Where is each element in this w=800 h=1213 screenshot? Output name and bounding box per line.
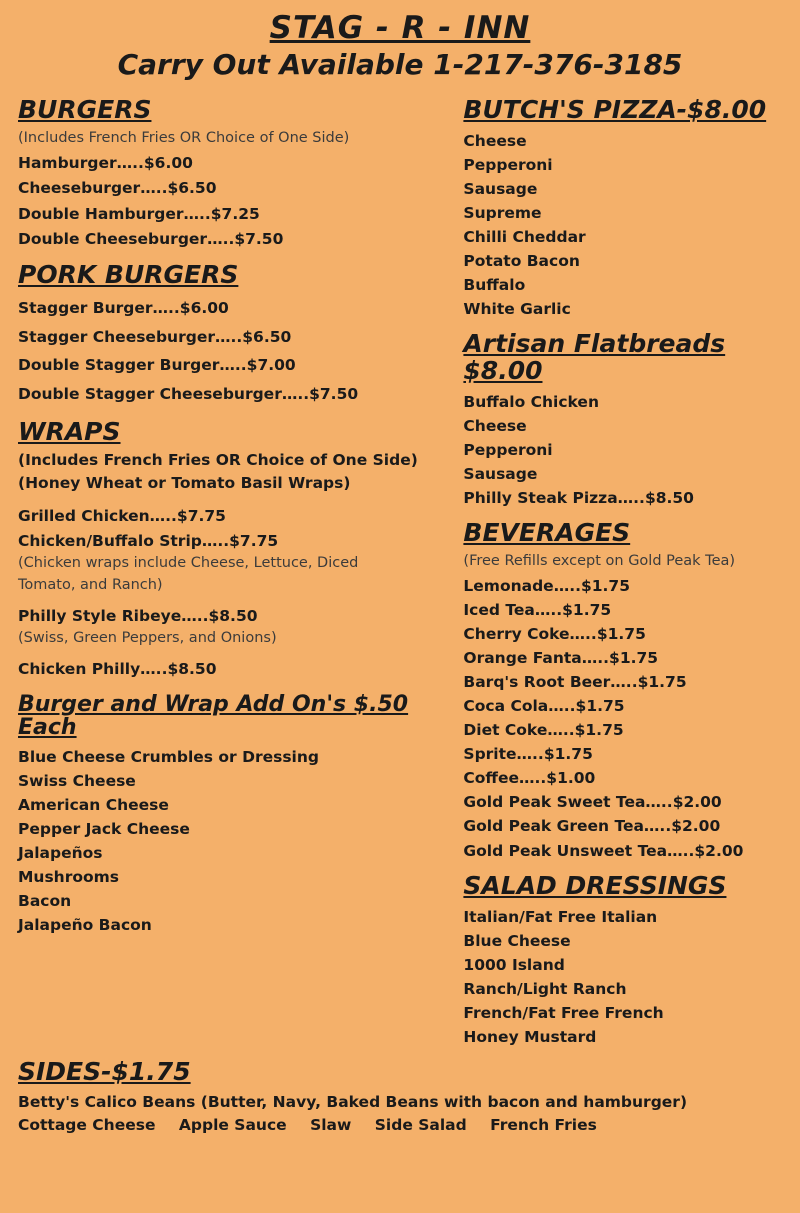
menu-item: Side Salad [374,1116,467,1135]
menu-item: Grilled Chicken…..$7.75 [18,506,226,525]
menu-item: Double Stagger Cheeseburger…..$7.50 [18,385,359,404]
beverages-note: (Free Refills except on Gold Peak Tea) [463,553,736,570]
restaurant-title: STAG - R - INN [269,10,531,46]
menu-item: Blue Cheese [463,931,571,950]
section-heading-sides: SIDES-$1.75 [18,1056,191,1086]
menu-item: Double Hamburger…..$7.25 [18,204,260,223]
menu-item: Gold Peak Sweet Tea…..$2.00 [463,793,722,812]
menu-item: White Garlic [463,300,571,319]
menu-item: Blue Cheese Crumbles or Dressing [18,747,319,766]
menu-item: Coffee…..$1.00 [463,769,596,788]
section-heading-pork-burgers: PORK BURGERS [18,259,239,289]
menu-item: French/Fat Free French [463,1003,664,1022]
menu-item: Double Stagger Burger…..$7.00 [18,356,296,375]
menu-item: Chicken Philly…..$8.50 [18,660,217,679]
menu-item: French Fries [490,1116,597,1135]
menu-item: Double Cheeseburger…..$7.50 [18,229,284,248]
menu-item: Cheese [463,132,527,151]
menu-item: Barq's Root Beer…..$1.75 [463,673,687,692]
menu-item: Pepperoni [463,440,553,459]
menu-item: American Cheese [18,795,169,814]
wraps-note-types: (Honey Wheat or Tomato Basil Wraps) [18,474,351,493]
menu-item: Sausage [463,180,538,199]
menu-item: Lemonade…..$1.75 [463,577,631,596]
menu-item: Sausage [463,464,538,483]
section-heading-burgers: BURGERS [18,95,152,124]
wraps-note-philly: (Swiss, Green Peppers, and Onions) [18,630,277,647]
sides-section [10,1056,790,1138]
sides-list [18,1114,790,1137]
menu-item: Cherry Coke…..$1.75 [463,625,646,644]
menu-item: Chicken/Buffalo Strip…..$7.75 [18,531,279,550]
menu-item: Supreme [463,204,542,223]
menu-item: Slaw [310,1116,352,1135]
menu-item: Philly Steak Pizza…..$8.50 [463,488,694,507]
menu-item: Chilli Cheddar [463,228,586,247]
menu-item: Swiss Cheese [18,771,136,790]
right-column [457,87,790,1049]
menu-item: Ranch/Light Ranch [463,979,627,998]
menu-item: Cheese [463,416,527,435]
menu-item: Orange Fanta…..$1.75 [463,649,659,668]
menu-item: Iced Tea…..$1.75 [463,601,612,620]
section-heading-flatbreads: Artisan Flatbreads $8.00 [463,329,726,385]
carry-out-phone: Carry Out Available 1-217-376-3185 [117,48,683,81]
menu-item: Potato Bacon [463,252,580,271]
menu-item: Apple Sauce [178,1116,287,1135]
section-heading-add-ons: Burger and Wrap Add On's $.50 Each [18,691,409,740]
menu-item: Jalapeño Bacon [18,915,152,934]
sides-calico-beans: Betty's Calico Beans (Butter, Navy, Baked Beans with bacon and hamburger) [18,1093,688,1112]
menu-item: Gold Peak Green Tea…..$2.00 [463,817,721,836]
menu-item: Cheeseburger…..$6.50 [18,179,217,198]
burgers-note: (Includes French Fries OR Choice of One Side) [18,130,350,147]
menu-item: Jalapeños [18,843,103,862]
menu-item: Pepperoni [463,156,553,175]
menu-item: Mushrooms [18,867,120,886]
menu-item: Pepper Jack Cheese [18,819,190,838]
section-heading-beverages: BEVERAGES [463,517,631,547]
menu-item: Gold Peak Unsweet Tea…..$2.00 [463,841,744,860]
menu-item: Sprite…..$1.75 [463,745,593,764]
wraps-note-chicken-1: (Chicken wraps include Cheese, Lettuce, Diced [18,554,359,571]
menu-item: Philly Style Ribeye…..$8.50 [18,607,258,626]
menu-item: Buffalo Chicken [463,392,599,411]
menu-columns [10,87,790,1049]
menu-item: Stagger Burger…..$6.00 [18,299,229,318]
wraps-note-chicken-2: Tomato, and Ranch) [18,577,163,594]
menu-item: Bacon [18,891,72,910]
menu-item: Diet Coke…..$1.75 [463,721,624,740]
menu-item: Honey Mustard [463,1027,597,1046]
menu-item: Coca Cola…..$1.75 [463,697,625,716]
menu-item: Hamburger…..$6.00 [18,154,193,173]
menu-item: Stagger Cheeseburger…..$6.50 [18,327,292,346]
section-heading-salad-dressings: SALAD DRESSINGS [463,870,727,900]
section-heading-wraps: WRAPS [18,416,121,446]
section-heading-pizza: BUTCH'S PIZZA-$8.00 [463,95,767,124]
wraps-note-sides: (Includes French Fries OR Choice of One Side) [18,451,418,469]
left-column [10,87,457,937]
menu-item: Italian/Fat Free Italian [463,907,658,926]
menu-item: 1000 Island [463,955,565,974]
menu-item: Buffalo [463,276,526,295]
menu-item: Cottage Cheese [18,1116,156,1135]
